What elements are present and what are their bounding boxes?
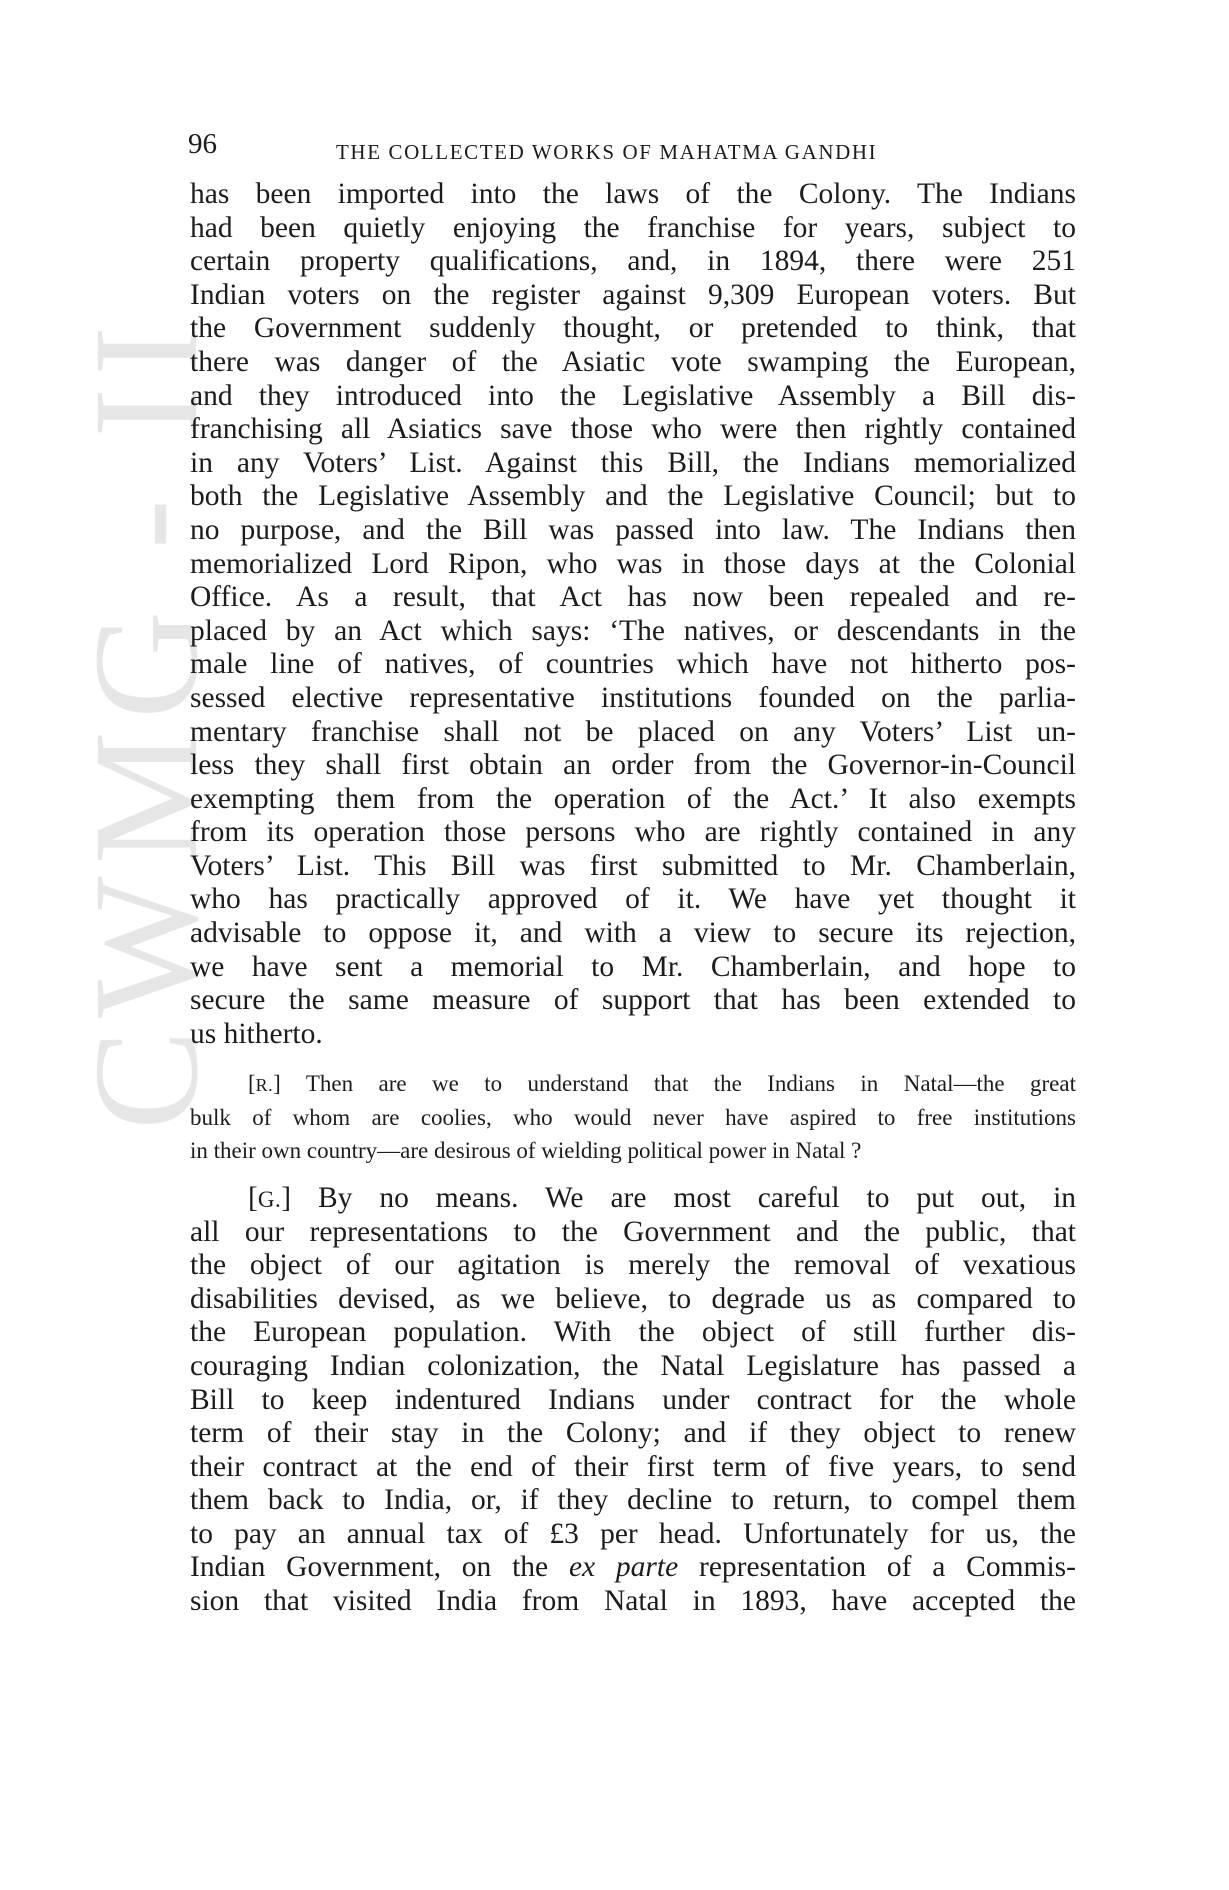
page-header: [188, 128, 1076, 168]
text-line: secure the same measure of support that has been extended to: [190, 984, 1076, 1017]
answer-line: the European population. With the object of still further dis-: [190, 1316, 1076, 1349]
answer-line: Indian Government, on the ex parte representation of a Commis-: [190, 1551, 1076, 1584]
question-line: [R.] Then are we to understand that the Indians in Natal—the great: [248, 1071, 1076, 1097]
question-line: in their own country—are desirous of wielding political power in Natal ?: [190, 1138, 862, 1164]
answer-line: term of their stay in the Colony; and if they object to renew: [190, 1417, 1076, 1450]
speaker-label: [R.]: [248, 1071, 281, 1097]
answer-line: them back to India, or, if they decline to return, to compel them: [190, 1484, 1076, 1517]
text-line: advisable to oppose it, and with a view to secure its rejection,: [190, 917, 1076, 950]
text-line: mentary franchise shall not be placed on any Voters’ List un-: [190, 715, 1076, 748]
text-line: certain property qualifications, and, in 1894, there were 251: [190, 245, 1076, 278]
answer-line: disabilities devised, as we believe, to degrade us as compared to: [190, 1282, 1076, 1315]
text-line: both the Legislative Assembly and the Legislative Council; but to: [190, 480, 1076, 513]
text-line: there was danger of the Asiatic vote swamping the European,: [190, 345, 1076, 378]
text-line: had been quietly enjoying the franchise for years, subject to: [190, 211, 1076, 244]
text-line: less they shall first obtain an order from the Governor-in-Council: [190, 749, 1076, 782]
answer-line: couraging Indian colonization, the Natal Legislature has passed a: [190, 1349, 1076, 1382]
answer-line: Bill to keep indentured Indians under contract for the whole: [190, 1383, 1076, 1416]
text-line: no purpose, and the Bill was passed into law. The Indians then: [190, 513, 1076, 546]
speaker-label: [G.]: [248, 1181, 292, 1214]
body-text: [190, 178, 1076, 1619]
text-line: in any Voters’ List. Against this Bill, the Indians memorialized: [190, 446, 1076, 479]
answer-line: sion that visited India from Natal in 1893, have accepted the: [190, 1585, 1076, 1618]
text-line: exempting them from the operation of the Act.’ It also exempts: [190, 782, 1076, 815]
text-line: we have sent a memorial to Mr. Chamberlain, and hope to: [190, 950, 1076, 983]
text-line: Voters’ List. This Bill was first submitted to Mr. Chamberlain,: [190, 849, 1076, 882]
text-line: the Government suddenly thought, or pretended to think, that: [190, 312, 1076, 345]
text-line: us hitherto.: [190, 1017, 323, 1050]
text-line: who has practically approved of it. We have yet thought it: [190, 883, 1076, 916]
answer-line: the object of our agitation is merely the removal of vexatious: [190, 1249, 1076, 1282]
text-line: has been imported into the laws of the Colony. The Indians: [190, 178, 1076, 210]
paragraph-1: [190, 178, 1076, 1051]
text-line: Indian voters on the register against 9,309 European voters. But: [190, 278, 1076, 311]
text-line: male line of natives, of countries which have not hitherto pos-: [190, 648, 1076, 681]
answer-block: [190, 1182, 1076, 1619]
question-line: bulk of whom are coolies, who would never have aspired to free institutions: [190, 1104, 1076, 1130]
text-line: sessed elective representative institutions founded on the parlia-: [190, 681, 1076, 714]
text-line: from its operation those persons who are rightly contained in any: [190, 816, 1076, 849]
watermark: CWMG - II: [63, 313, 229, 1130]
answer-line: all our representations to the Government and the public, that: [190, 1215, 1076, 1248]
answer-line: to pay an annual tax of £3 per head. Unfortunately for us, the: [190, 1517, 1076, 1550]
running-head: THE COLLECTED WORKS OF MAHATMA GANDHI: [336, 140, 878, 164]
text-line: Office. As a result, that Act has now been repealed and re-: [190, 581, 1076, 614]
text-line: franchising all Asiatics save those who were then rightly contained: [190, 413, 1076, 446]
answer-line: their contract at the end of their first term of five years, to send: [190, 1450, 1076, 1483]
question-block: [190, 1067, 1076, 1168]
text-line: placed by an Act which says: ‘The natives, or descendants in the: [190, 614, 1076, 647]
text-line: memorialized Lord Ripon, who was in those days at the Colonial: [190, 547, 1076, 580]
answer-line: [G.] By no means. We are most careful to put out, in: [248, 1181, 1077, 1214]
page-number: 96: [188, 128, 217, 160]
text-line: and they introduced into the Legislative Assembly a Bill dis-: [190, 379, 1076, 412]
